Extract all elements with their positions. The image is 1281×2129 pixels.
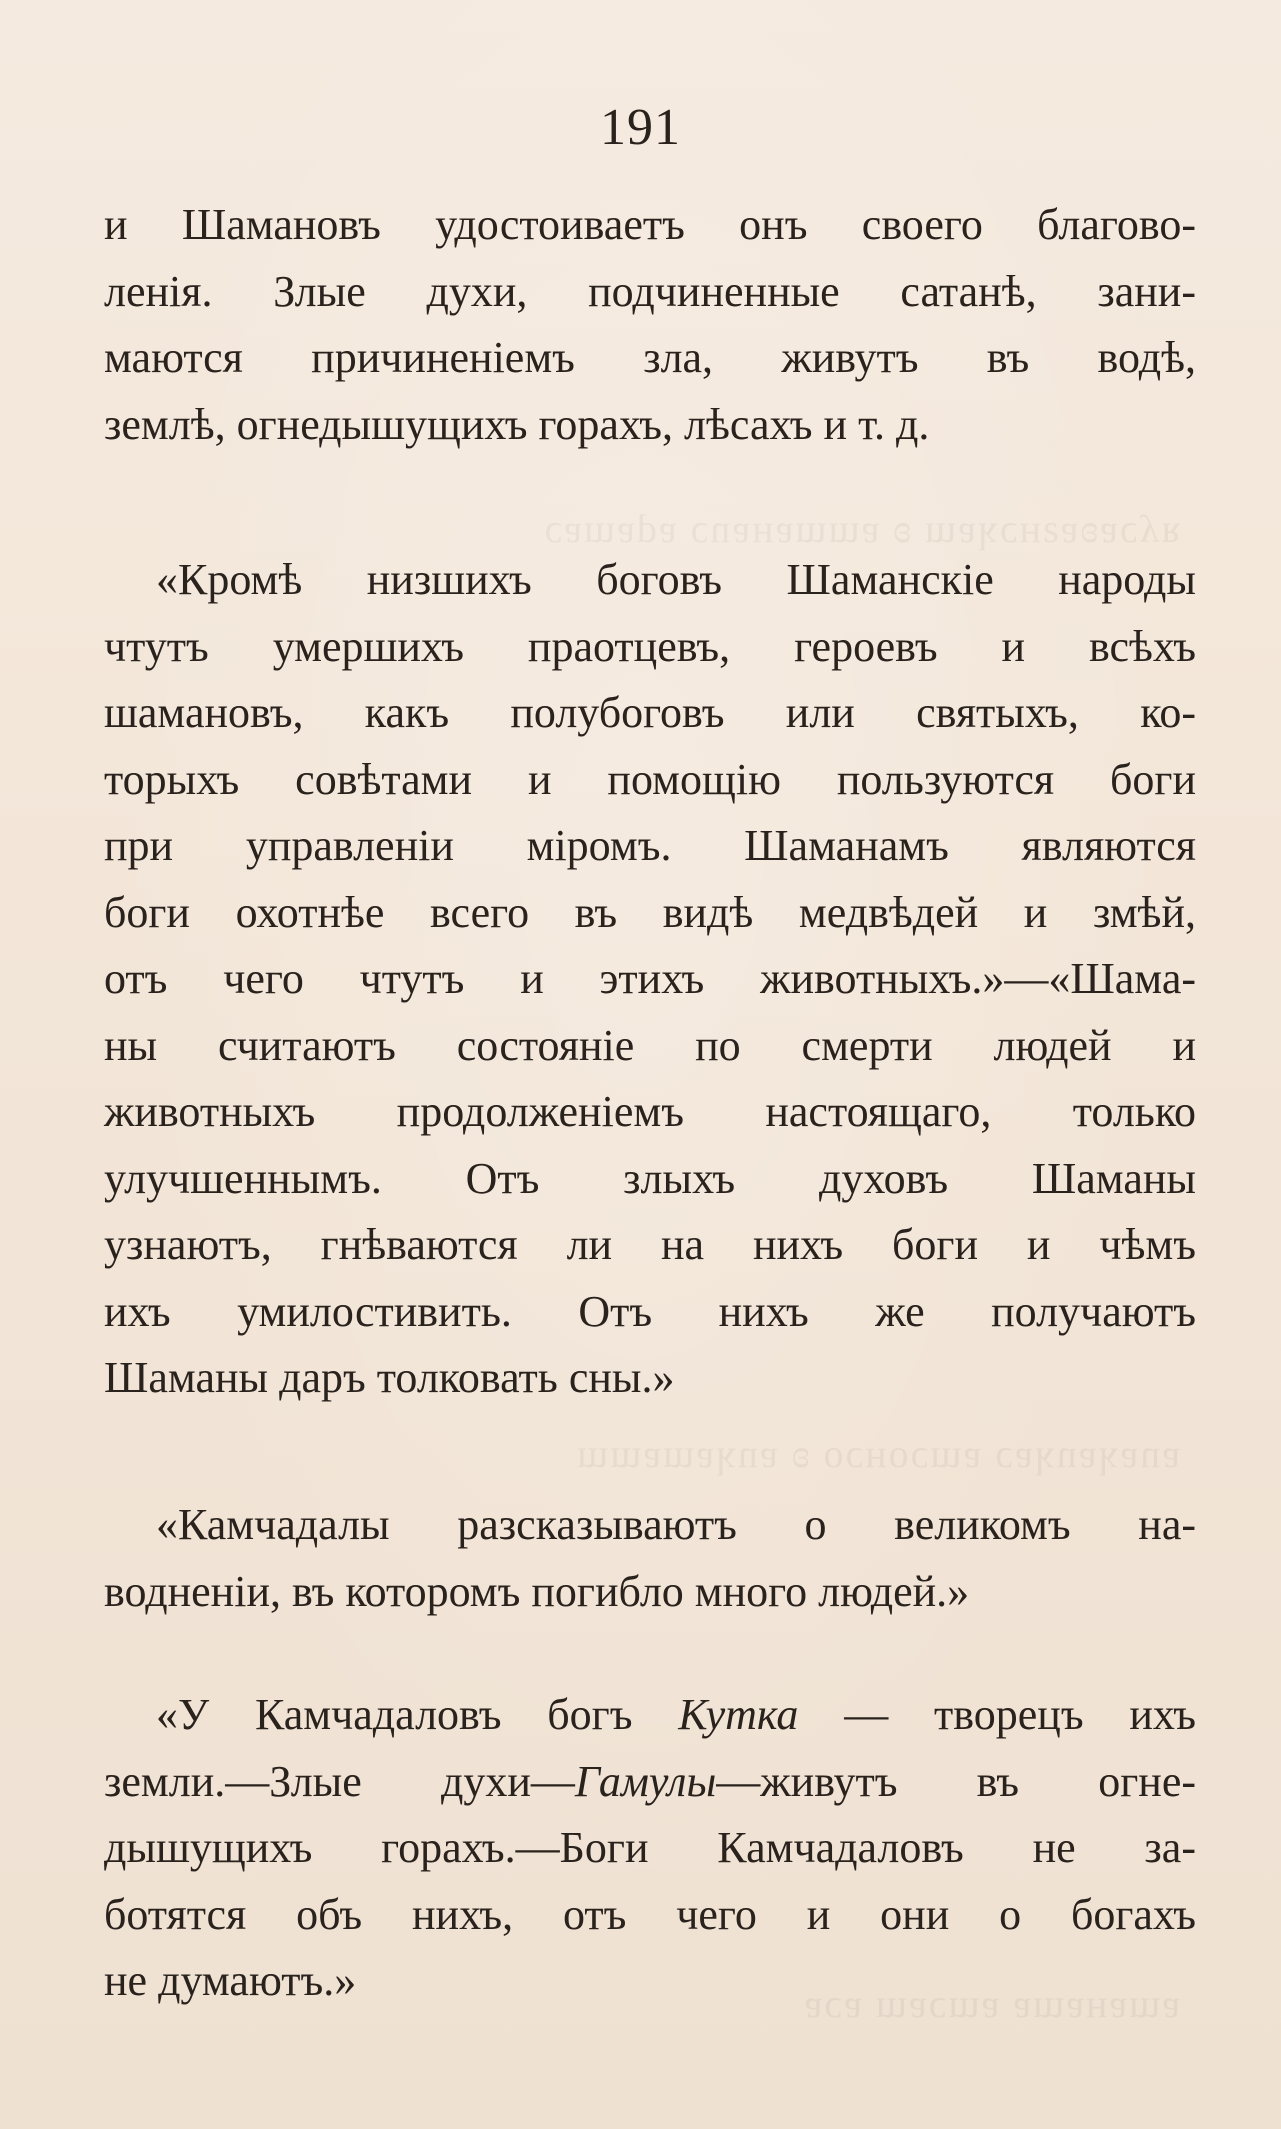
text-line: ихъ умилостивить. Отъ нихъ же получаютъ xyxy=(104,1286,1196,1336)
text-line: ленія. Злые духи, подчиненные сатанѣ, зани- xyxy=(104,266,1196,316)
text-line: водненіи, въ которомъ погибло много людей.» xyxy=(104,1566,970,1616)
page-number: 191 xyxy=(600,99,681,156)
text-line: животныхъ продолженіемъ настоящаго, только xyxy=(104,1087,1196,1136)
show-through-text: ɐɯɐнɐɯɐ ɐɯɔɐɯ ɐɔɐ xyxy=(802,1981,1180,2026)
paragraph-1 xyxy=(104,192,1196,458)
text-segment: — творецъ ихъ xyxy=(798,1690,1197,1739)
text-line: «Кромѣ низшихъ боговъ Шаманскіе народы xyxy=(156,555,1196,604)
paragraph-2 xyxy=(104,547,1196,1412)
text-line: чтутъ умершихъ праотцевъ, героевъ и всѣхъ xyxy=(104,621,1196,671)
text-segment: —живутъ въ огне- xyxy=(716,1756,1197,1806)
deity-name-kutka: Кутка xyxy=(678,1690,799,1739)
text-line: узнаютъ, гнѣваются ли на нихъ боги и чѣмъ xyxy=(104,1220,1196,1269)
text-line: и Шамановъ удостоиваетъ онъ своего благово- xyxy=(104,200,1196,249)
text-line xyxy=(104,1749,1196,1816)
text-line: дышущихъ горахъ.—Боги Камчадаловъ не за- xyxy=(104,1823,1196,1872)
show-through-text: ɐnɐʞɐnʞɐɔ ɐɯɔoнɔо ʚ ɐnʞɐɯɐɯɯ xyxy=(575,1431,1180,1476)
text-line: ны считаютъ состояніе по смерти людей и xyxy=(104,1020,1196,1070)
text-line: ботятся объ нихъ, отъ чего и они о богахъ xyxy=(104,1889,1196,1939)
paragraph-3 xyxy=(104,1492,1196,1625)
text-segment: «У Камчадаловъ богъ xyxy=(156,1690,679,1739)
text-line: улучшеннымъ. Отъ злыхъ духовъ Шаманы xyxy=(104,1153,1196,1203)
spirit-name-gamuly: Гамулы xyxy=(574,1756,717,1806)
text-line: отъ чего чтутъ и этихъ животныхъ.»—«Шама- xyxy=(104,954,1196,1003)
text-line: не думаютъ.» xyxy=(104,1956,357,2005)
text-line: шамановъ, какъ полубоговъ или святыхъ, ко- xyxy=(104,688,1196,737)
paragraph-4 xyxy=(104,1682,1196,2015)
text-line: землѣ, огнедышущихъ горахъ, лѣсахъ и т. д. xyxy=(104,399,930,449)
text-line: торыхъ совѣтами и помощію пользуются боги xyxy=(104,754,1196,804)
text-line xyxy=(104,1682,1196,1749)
text-line: маются причиненіемъ зла, живутъ въ водѣ, xyxy=(104,333,1196,382)
text-line: при управленіи міромъ. Шаманамъ являются xyxy=(104,821,1196,870)
text-line: «Камчадалы разсказываютъ о великомъ на- xyxy=(156,1500,1196,1549)
text-line: боги охотнѣе всего въ видѣ медвѣдей и змѣй, xyxy=(104,887,1196,937)
text-segment: земли.—Злые духи— xyxy=(104,1756,575,1806)
text-line: Шаманы даръ толковать сны.» xyxy=(104,1353,675,1402)
show-through-text: ᴚʎɔɐʚɐƨнɔʞɐɯ ʚ ɐɯɯɐнɐnɔ ɐdɐɯɐɔ xyxy=(542,506,1180,551)
